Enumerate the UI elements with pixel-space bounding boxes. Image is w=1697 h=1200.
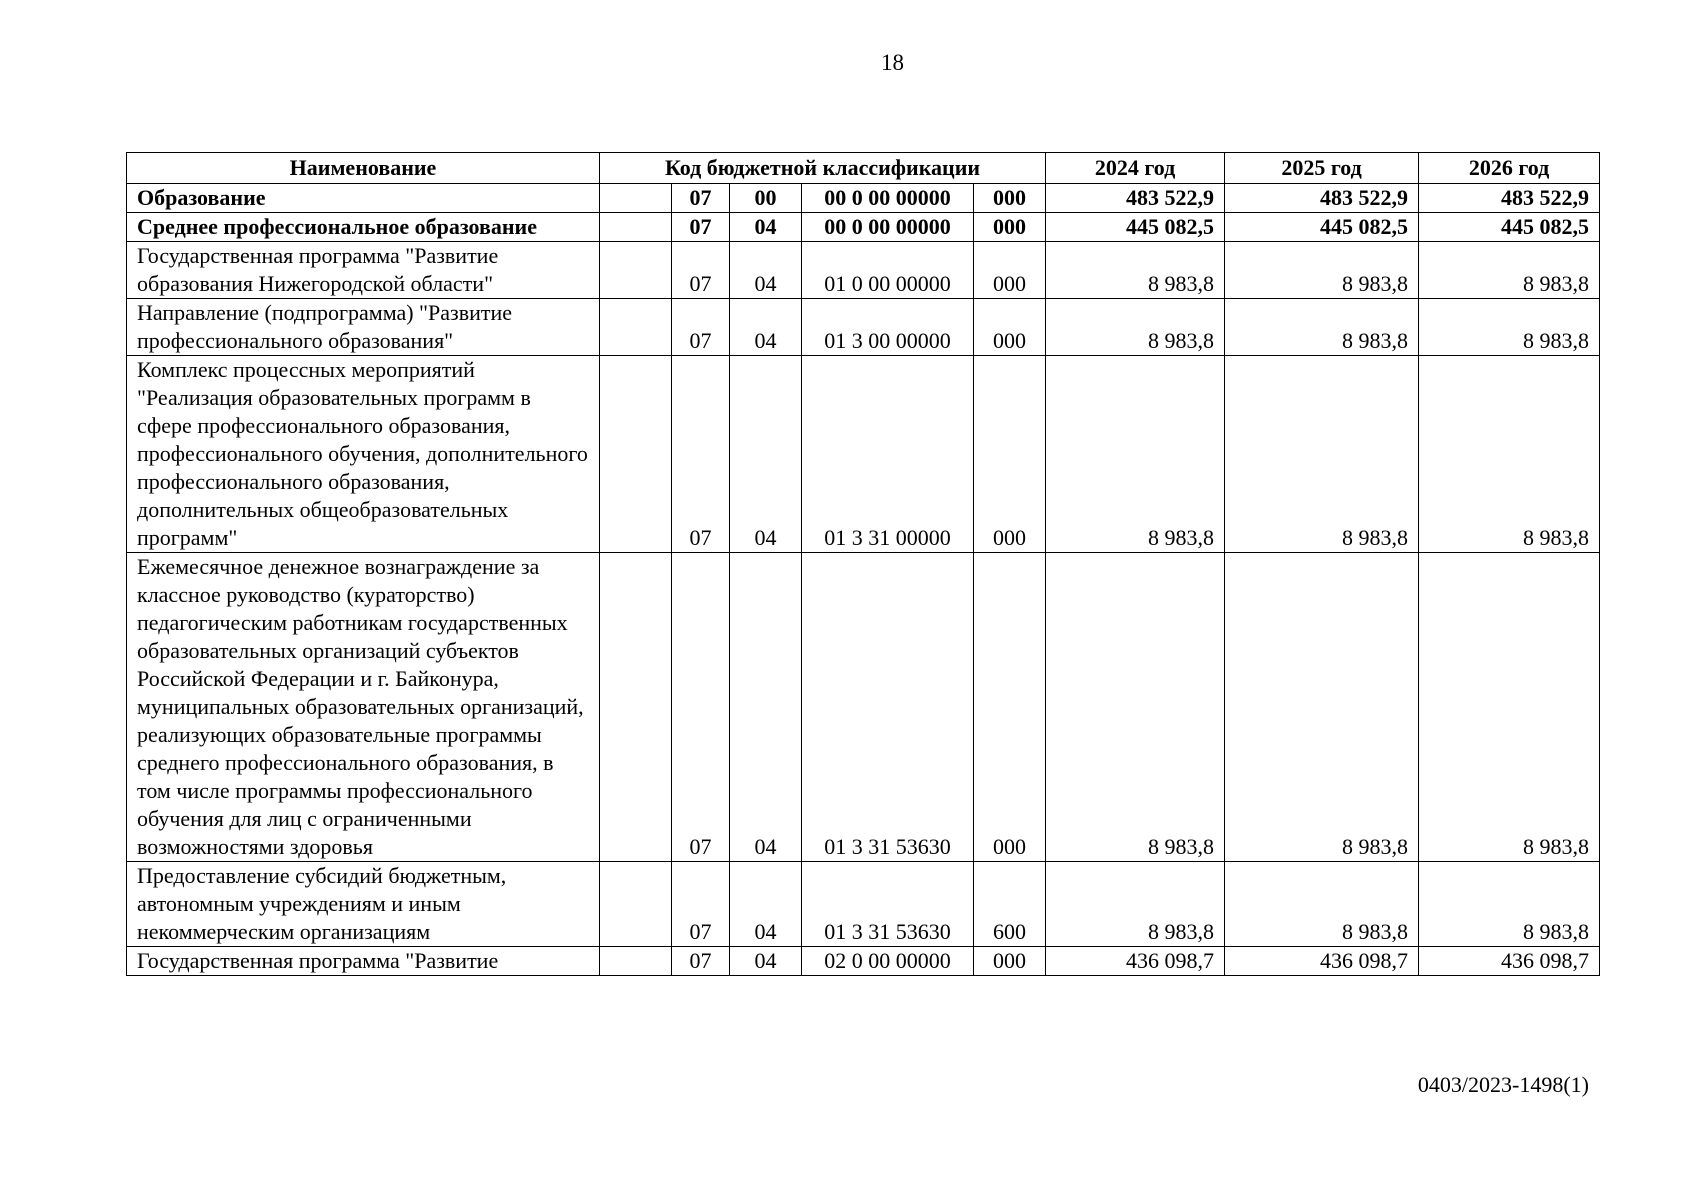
amount-2026: 8 983,8 xyxy=(1419,299,1600,356)
amount-2026: 483 522,9 xyxy=(1419,184,1600,213)
code-blank xyxy=(600,184,672,213)
amount-2024: 8 983,8 xyxy=(1046,862,1225,947)
code-subsection: 04 xyxy=(730,553,802,862)
header-2026: 2026 год xyxy=(1419,153,1600,184)
row-name: Государственная программа "Развитие xyxy=(127,947,600,976)
header-2025: 2025 год xyxy=(1225,153,1419,184)
amount-2024: 8 983,8 xyxy=(1046,356,1225,553)
code-subsection: 04 xyxy=(730,862,802,947)
code-section: 07 xyxy=(672,553,730,862)
row-name: Предоставление субсидий бюджетным, автономным учреждениям и иным некоммерческим организациям xyxy=(127,862,600,947)
amount-2024: 483 522,9 xyxy=(1046,184,1225,213)
amount-2026: 8 983,8 xyxy=(1419,553,1600,862)
code-expense-type: 000 xyxy=(974,299,1046,356)
code-subsection: 04 xyxy=(730,299,802,356)
document-registration-code: 0403/2023-1498(1) xyxy=(1417,1072,1589,1097)
code-section: 07 xyxy=(672,356,730,553)
amount-2025: 8 983,8 xyxy=(1225,356,1419,553)
code-blank xyxy=(600,299,672,356)
amount-2025: 8 983,8 xyxy=(1225,299,1419,356)
amount-2026: 436 098,7 xyxy=(1419,947,1600,976)
code-target: 00 0 00 00000 xyxy=(802,213,974,242)
code-section: 07 xyxy=(672,947,730,976)
table-row xyxy=(127,213,1600,242)
amount-2025: 8 983,8 xyxy=(1225,242,1419,299)
row-name: Направление (подпрограмма) "Развитие профессионального образования" xyxy=(127,299,600,356)
code-blank xyxy=(600,213,672,242)
table-row xyxy=(127,242,1600,299)
amount-2026: 445 082,5 xyxy=(1419,213,1600,242)
code-target: 01 3 31 00000 xyxy=(802,356,974,553)
budget-table xyxy=(126,152,1600,976)
amount-2026: 8 983,8 xyxy=(1419,862,1600,947)
code-blank xyxy=(600,553,672,862)
code-subsection: 00 xyxy=(730,184,802,213)
row-name: Ежемесячное денежное вознаграждение за классное руководство (кураторство) педагогическим работникам государственных образовательных организаций субъектов Российской Федерации и г. Байконура, муниципальных образовательных организаций, реализующих образовательные программы среднего профессионального образования, в том числе программы профессионального обучения для лиц с ограниченными возможностями здоровья xyxy=(127,553,600,862)
row-name: Государственная программа "Развитие образования Нижегородской области" xyxy=(127,242,600,299)
code-blank xyxy=(600,242,672,299)
row-name: Среднее профессиональное образование xyxy=(127,213,600,242)
amount-2024: 436 098,7 xyxy=(1046,947,1225,976)
amount-2025: 8 983,8 xyxy=(1225,862,1419,947)
code-blank xyxy=(600,862,672,947)
amount-2025: 436 098,7 xyxy=(1225,947,1419,976)
page-number: 18 xyxy=(881,50,904,75)
amount-2026: 8 983,8 xyxy=(1419,356,1600,553)
amount-2024: 8 983,8 xyxy=(1046,299,1225,356)
code-blank xyxy=(600,947,672,976)
code-target: 01 0 00 00000 xyxy=(802,242,974,299)
header-row xyxy=(127,153,1600,184)
amount-2024: 445 082,5 xyxy=(1046,213,1225,242)
code-subsection: 04 xyxy=(730,242,802,299)
row-name: Образование xyxy=(127,184,600,213)
header-2024: 2024 год xyxy=(1046,153,1225,184)
amount-2025: 445 082,5 xyxy=(1225,213,1419,242)
code-expense-type: 000 xyxy=(974,242,1046,299)
amount-2024: 8 983,8 xyxy=(1046,242,1225,299)
code-expense-type: 000 xyxy=(974,213,1046,242)
table-row xyxy=(127,299,1600,356)
code-section: 07 xyxy=(672,862,730,947)
code-section: 07 xyxy=(672,213,730,242)
code-target: 01 3 31 53630 xyxy=(802,553,974,862)
code-subsection: 04 xyxy=(730,356,802,553)
code-target: 02 0 00 00000 xyxy=(802,947,974,976)
table-row xyxy=(127,947,1600,976)
code-expense-type: 000 xyxy=(974,356,1046,553)
table-row xyxy=(127,862,1600,947)
code-target: 00 0 00 00000 xyxy=(802,184,974,213)
table-row xyxy=(127,356,1600,553)
code-expense-type: 000 xyxy=(974,184,1046,213)
amount-2025: 8 983,8 xyxy=(1225,553,1419,862)
code-subsection: 04 xyxy=(730,947,802,976)
code-expense-type: 000 xyxy=(974,947,1046,976)
code-expense-type: 000 xyxy=(974,553,1046,862)
code-section: 07 xyxy=(672,242,730,299)
code-target: 01 3 00 00000 xyxy=(802,299,974,356)
amount-2026: 8 983,8 xyxy=(1419,242,1600,299)
amount-2024: 8 983,8 xyxy=(1046,553,1225,862)
code-blank xyxy=(600,356,672,553)
code-target: 01 3 31 53630 xyxy=(802,862,974,947)
code-section: 07 xyxy=(672,299,730,356)
amount-2025: 483 522,9 xyxy=(1225,184,1419,213)
code-section: 07 xyxy=(672,184,730,213)
table-row xyxy=(127,553,1600,862)
row-name: Комплекс процессных мероприятий "Реализация образовательных программ в сфере профессионального образования, профессионального обучения, дополнительного профессионального образования, дополнительных общеобразовательных программ" xyxy=(127,356,600,553)
table-row xyxy=(127,184,1600,213)
code-expense-type: 600 xyxy=(974,862,1046,947)
header-code: Код бюджетной классификации xyxy=(600,153,1046,184)
code-subsection: 04 xyxy=(730,213,802,242)
header-name: Наименование xyxy=(127,153,600,184)
